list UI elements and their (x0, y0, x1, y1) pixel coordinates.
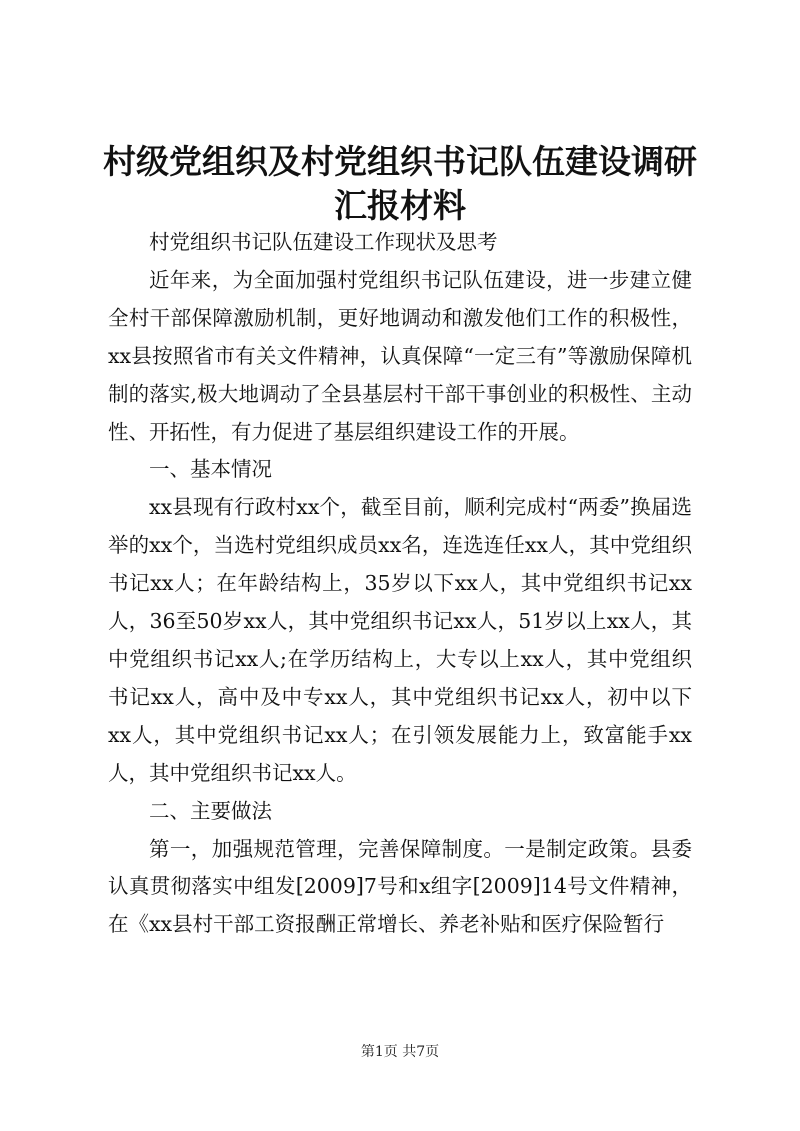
document-title: 村级党组织及村党组织书记队伍建设调研汇报材料 (103, 142, 697, 225)
main-practices-paragraph: 第一，加强规范管理，完善保障制度。一是制定政策。县委认真贯彻落实中组发[2009]7号和x组字[2009]14号文件精神，在《xx县村干部工资报酬正常增长、养老补贴和医疗保险暂行 (108, 836, 692, 937)
basic-situation-paragraph: xx县现有行政村xx个，截至目前，顺利完成村“两委”换届选举的xx个，当选村党组织成员xx名，连选连任xx人，其中党组织书记xx人；在年龄结构上，35岁以下xx人，其中党组织书记xx人，36至50岁xx人，其中党组织书记xx人，51岁以上xx人，其中党组织书记xx人;在学历结构上，大专以上xx人，其中党组织书记xx人，高中及中专xx人，其中党组织书记xx人，初中以下xx人，其中党组织书记xx人；在引领发展能力上，致富能手xx人，其中党组织书记xx人。 (108, 495, 692, 785)
document-body (108, 224, 692, 944)
section-heading-basic-situation: 一、基本情况 (149, 457, 272, 482)
section-heading-main-practices: 二、主要做法 (149, 798, 272, 823)
section-subtitle: 村党组织书记队伍建设工作现状及思考 (149, 230, 498, 254)
intro-paragraph: 近年来，为全面加强村党组织书记队伍建设，进一步建立健全村干部保障激励机制，更好地调动和激发他们工作的积极性，xx县按照省市有关文件精神，认真保障“一定三有”等激励保障机制的落实,极大地调动了全县基层村干部干事创业的积极性、主动性、开拓性，有力促进了基层组织建设工作的开展。 (108, 267, 692, 444)
page-number-footer: 第1页 共7页 (360, 1044, 440, 1060)
